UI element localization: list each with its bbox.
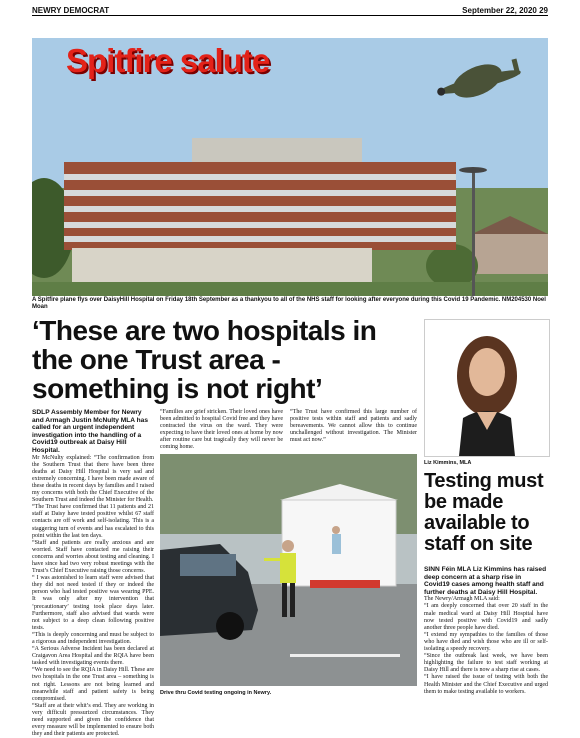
paragraph: “Staff and patients are really anxious and are worried. Staff have contacted me raising their concerns and worries about testing and cleaning. I have since had two very robust meetings with the Trust’s Chief Executive raising those concerns. bbox=[32, 539, 154, 575]
photo-caption: A Spitfire plane flys over DaisyHill Hospital on Friday 18th September as a thankyou to all of the NHS staff for looking after everyone during this Covid 19 Pandemic. NM204530 Noel Moan bbox=[32, 297, 546, 310]
paragraph: The Newry/Armagh MLA said: bbox=[424, 596, 500, 603]
paragraph: “We need to see the RQIA in Daisy Hill. These are two hospitals in the one Trust area – something is not right. Lessons are not being learned and meanwhile staff and patient safety is being compromised. bbox=[32, 667, 154, 702]
paragraph: “ I was astonished to learn staff were advised that they did not need tested if they or indeed the person who had tested positive was wearing PPE. It was only after my intervention that ‘precautionary’ testing took place days later. Furthermore, staff also advised that wards were not subject to a deep clean following positive tests. bbox=[32, 575, 154, 631]
portrait-photo bbox=[424, 319, 550, 457]
sidebar-lead: SINN Féin MLA Liz Kimmins has raised deep concern at a sharp rise in Covid19 cases among health staff and further deaths at Daisy Hill Hospital. bbox=[424, 566, 547, 596]
paper-name: NEWRY DEMOCRAT bbox=[32, 6, 110, 15]
date-page: September 22, 2020 29 bbox=[462, 6, 548, 15]
sidebar-headline: Testing must be made available to staff on site bbox=[424, 470, 544, 555]
paragraph: “A Serious Adverse Incident has been declared at Craigavon Area Hospital and the RQIA have been tasked with investigating events there. bbox=[32, 646, 154, 667]
testing-photo bbox=[160, 454, 417, 686]
article-headline: ‘These are two hospitals in the one Trust area - something is not right’ bbox=[32, 315, 377, 404]
paragraph: “The Trust have confirmed this large number of positive tests within staff and patients and sadly bereavements. We cannot allow this to continue unchallenged without investigation. The Minister must act now.” bbox=[290, 409, 417, 444]
paragraph: “The Trust have confirmed that 11 patients and 21 staff at Daisy have tested positive whilst 67 staff contacts are off work and self-isolating. This is a staggering turn of events and has escalated to this point within the last ten days. bbox=[32, 504, 154, 539]
paragraph: Mr McNulty explained: “The confirmation from the Southern Trust that there have been three deaths at Daisy Hill Hospital is very sad and extremely concerning. I have been made aware of these deaths in recent days by families and I raised my concerns with both the Chief Executive of the Southern Trust and indeed the Minister for Health. bbox=[32, 454, 154, 504]
article-column-2 bbox=[160, 409, 283, 452]
article-column-3 bbox=[290, 409, 417, 444]
paragraph: “Since the outbreak last week, we have been highlighting the failure to test staff working at Daisy Hill and there is now a sharp rise at cases. bbox=[424, 653, 548, 674]
portrait-illustration bbox=[425, 320, 549, 456]
article-column-1 bbox=[32, 409, 154, 738]
photo-headline: Spitfire salute bbox=[66, 42, 270, 79]
paragraph: “Staff are at their whit’s end. They are working in very difficult pressurized circumstances. They need supported and given the confidence that every measure will be implemented to ensure both they and their patients are protected. bbox=[32, 702, 154, 738]
portrait-caption: Liz Kimmins, MLA bbox=[424, 460, 472, 466]
paragraph: “This is deeply concerning and must be subject to a rigorous and independent investigation. bbox=[32, 631, 154, 645]
sidebar-article bbox=[424, 566, 548, 696]
masthead-rule bbox=[32, 15, 548, 16]
paragraph: “Families are grief stricken. Their loved ones have been admitted to hospital Covid free and they have contracted the virus on the ward. They were expecting to have their loved ones at home by now after routine care but tragically they will never be coming home. bbox=[160, 409, 283, 451]
testing-photo-caption: Drive thru Covid testing ongoing in Newry. bbox=[160, 690, 272, 696]
paragraph: “I extend my sympathies to the families of those who have died and wish those who are ill or self-isolating a speedy recovery. bbox=[424, 631, 548, 653]
paragraph: “I have raised the issue of testing with both the Health Minister and the Chief Executive and urged them to make testing available to workers. bbox=[424, 674, 548, 695]
article-lead: SDLP Assembly Member for Newry and Armagh Justin McNulty MLA has called for an urgent independent investigation into the handling of a Covid19 outbreak at Daisy Hill Hospital. bbox=[32, 409, 149, 454]
paragraph: “I am deeply concerned that over 20 staff in the male medical ward at Daisy Hill Hospital have now tested positive with Covid19 and sadly another three people have died. bbox=[424, 603, 548, 631]
testing-illustration bbox=[160, 454, 417, 686]
